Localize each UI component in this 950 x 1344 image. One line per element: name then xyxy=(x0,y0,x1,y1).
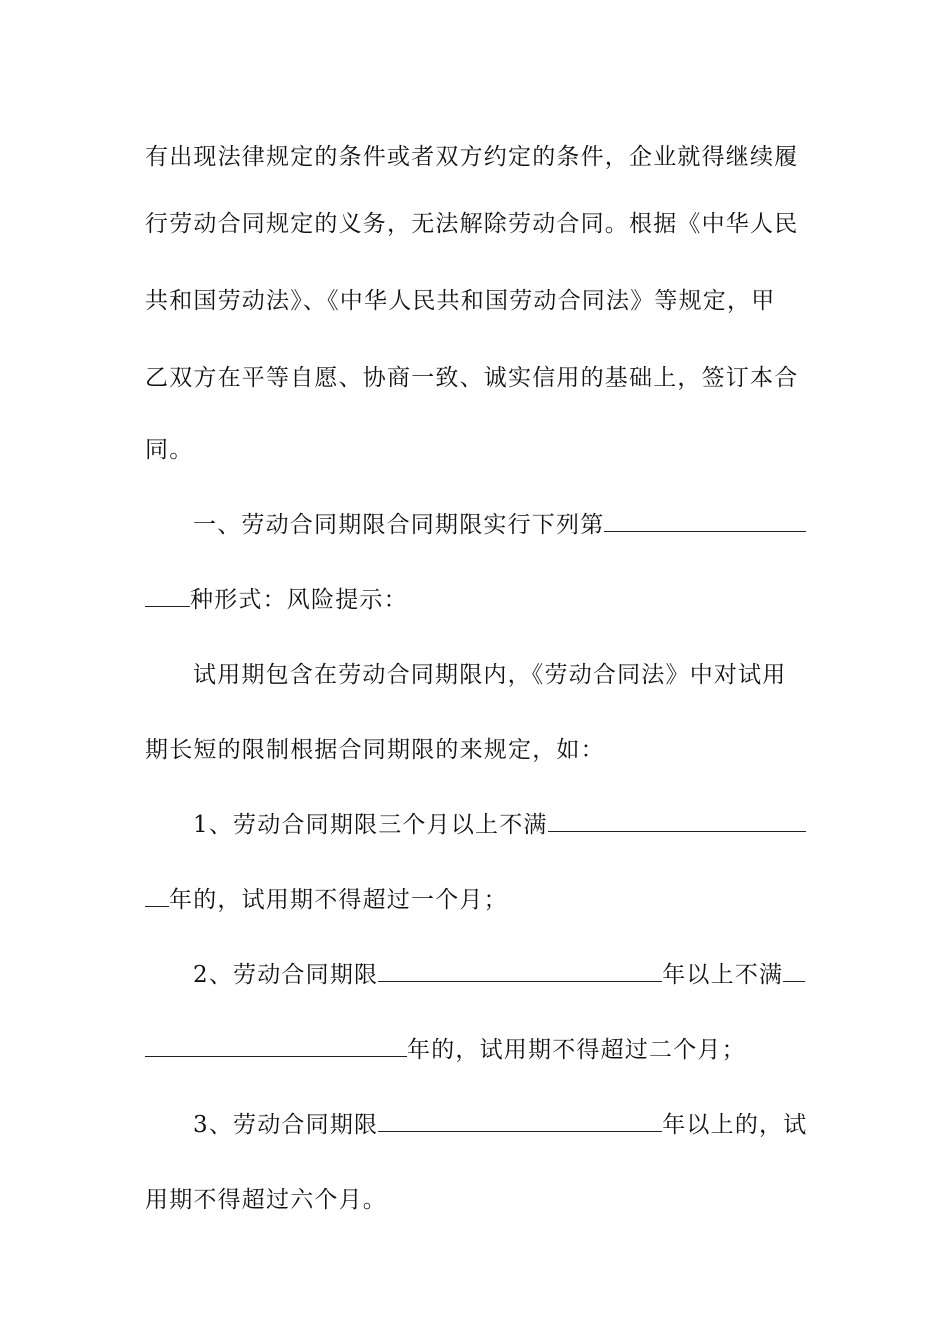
text-line xyxy=(193,811,810,839)
text-segment: 试用期包含在劳动合同期限内，《劳动合同法》中对试用 xyxy=(193,662,787,688)
text-line xyxy=(145,586,810,614)
text-segment: 期长短的限制根据合同期限的来规定，如： xyxy=(145,737,605,763)
text-segment: 行劳动合同规定的义务，无法解除劳动合同。根据《中华人民 xyxy=(145,211,799,237)
text-segment: 种形式：风险提示： xyxy=(190,587,408,613)
text-segment: 2、劳动合同期限 xyxy=(193,962,379,988)
text-line xyxy=(145,1036,810,1064)
fill-in-blank[interactable] xyxy=(145,586,190,607)
text-line xyxy=(193,511,810,539)
text-line xyxy=(145,364,810,392)
fill-in-blank[interactable] xyxy=(604,511,806,532)
text-segment: 用期不得超过六个月。 xyxy=(145,1187,387,1213)
text-line xyxy=(145,436,810,464)
text-segment: 年以上的，试 xyxy=(662,1112,808,1138)
fill-in-blank[interactable] xyxy=(378,961,662,982)
text-line xyxy=(145,1186,810,1214)
text-line xyxy=(145,143,810,171)
text-segment: 年的，试用期不得超过一个月； xyxy=(169,887,508,913)
text-line xyxy=(145,886,810,914)
text-line xyxy=(145,287,810,315)
text-segment: 3、劳动合同期限 xyxy=(193,1112,379,1138)
text-segment: 共和国劳动法》、《中华人民共和国劳动合同法》等规定，甲 xyxy=(145,288,776,314)
text-line xyxy=(193,961,810,989)
text-segment: 同。 xyxy=(145,437,194,463)
fill-in-blank[interactable] xyxy=(145,1036,407,1057)
text-segment: 1、劳动合同期限三个月以上不满 xyxy=(193,812,548,838)
fill-in-blank[interactable] xyxy=(145,886,169,907)
text-segment: 有出现法律规定的条件或者双方约定的条件，企业就得继续履 xyxy=(145,144,799,170)
text-line xyxy=(145,736,810,764)
text-segment: 年以上不满 xyxy=(662,962,784,988)
text-segment: 一、劳动合同期限合同期限实行下列第 xyxy=(193,512,605,538)
fill-in-blank[interactable] xyxy=(378,1111,662,1132)
text-line xyxy=(145,210,810,238)
fill-in-blank[interactable] xyxy=(548,811,806,832)
text-segment: 乙双方在平等自愿、协商一致、诚实信用的基础上，签订本合 xyxy=(145,365,799,391)
fill-in-blank[interactable] xyxy=(783,961,805,982)
text-line xyxy=(193,661,810,689)
text-line xyxy=(193,1111,810,1139)
text-segment: 年的，试用期不得超过二个月； xyxy=(407,1037,746,1063)
